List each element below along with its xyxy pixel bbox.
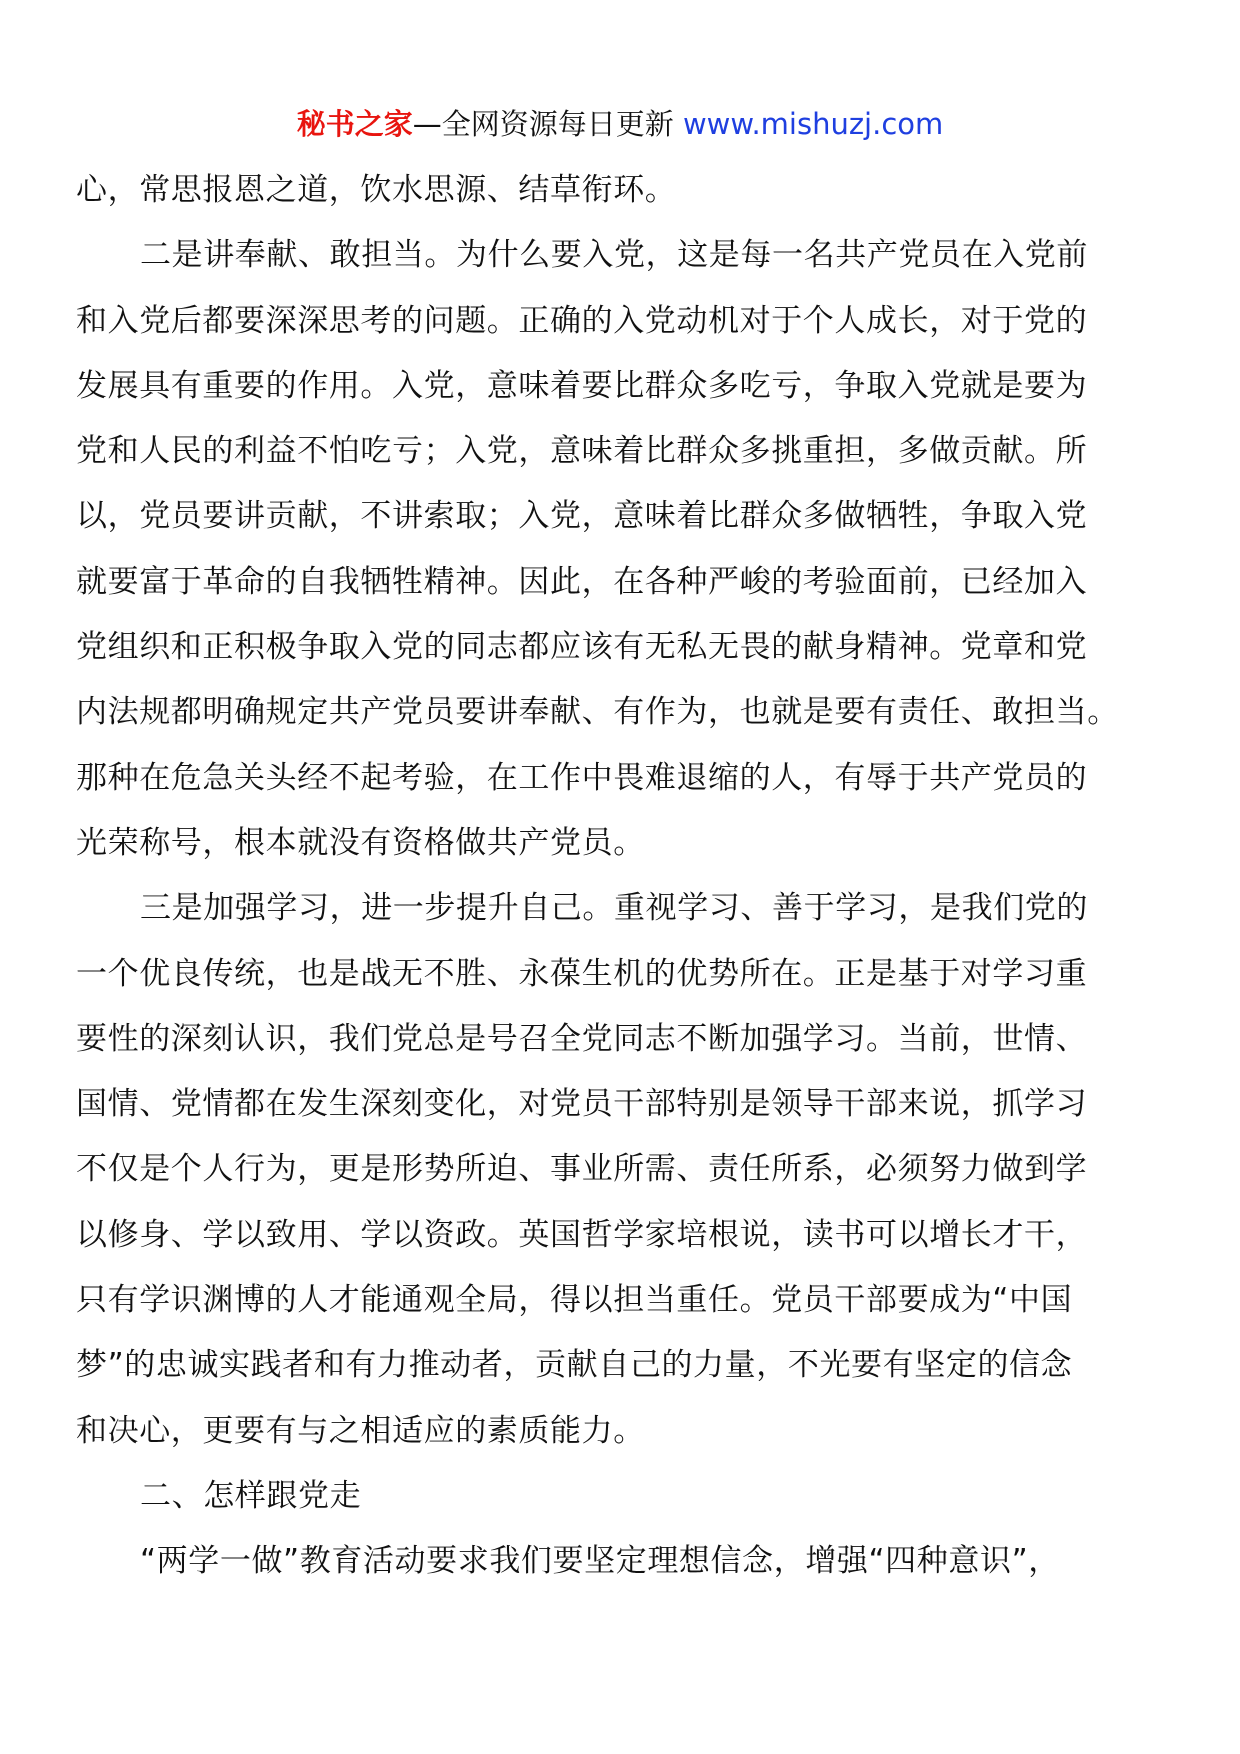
header-url-link[interactable]: www.mishuzj.com [682, 107, 944, 141]
paragraph-2-start: 二是讲奉献、敢担当。为什么要入党，这是每一名共产党员在入党前 [140, 237, 1088, 274]
text-line: 和入党后都要深深思考的问题。正确的入党动机对于个人成长，对于党的 [76, 302, 1088, 339]
text-line: 心，常思报恩之道，饮水思源、结草衔环。 [76, 172, 677, 208]
text-line: 就要富于革命的自我牺牲精神。因此，在各种严峻的考验面前，已经加入 [76, 563, 1088, 600]
paragraph-4-start: “两学一做”教育活动要求我们要坚定理想信念，增强“四种意识”， [140, 1543, 1060, 1580]
text-line: 一个优良传统，也是战无不胜、永葆生机的优势所在。正是基于对学习重 [76, 955, 1088, 992]
text-line: 党和人民的利益不怕吃亏；入党，意味着比群众多挑重担，多做贡献。所 [76, 433, 1088, 470]
text-line: 梦”的忠诚实践者和有力推动者，贡献自己的力量，不光要有坚定的信念 [76, 1347, 1073, 1384]
paragraph-3-start: 三是加强学习，进一步提升自己。重视学习、善于学习，是我们党的 [140, 890, 1088, 927]
header-tagline: —全网资源每日更新 [412, 107, 683, 141]
text-line: 光荣称号，根本就没有资格做共产党员。 [76, 824, 645, 861]
text-line: 发展具有重要的作用。入党，意味着要比群众多吃亏，争取入党就是要为 [76, 367, 1088, 404]
text-line: 那种在危急关头经不起考验，在工作中畏难退缩的人，有辱于共产党员的 [76, 759, 1088, 796]
text-line: 要性的深刻认识，我们党总是号召全党同志不断加强学习。当前，世情、 [76, 1020, 1088, 1057]
text-line: 党组织和正积极争取入党的同志都应该有无私无畏的献身精神。党章和党 [76, 629, 1088, 666]
document-body [76, 158, 1156, 1595]
text-line: 以修身、学以致用、学以资政。英国哲学家培根说，读书可以增长才干， [76, 1216, 1088, 1253]
section-heading: 二、怎样跟党走 [140, 1477, 362, 1514]
header-brand: 秘书之家 [296, 107, 413, 141]
text-line: 不仅是个人行为，更是形势所迫、事业所需、责任所系，必须努力做到学 [76, 1151, 1088, 1188]
page-header [0, 104, 1240, 144]
text-line: 和决心，更要有与之相适应的素质能力。 [76, 1412, 645, 1449]
text-line: 国情、党情都在发生深刻变化，对党员干部特别是领导干部来说，抓学习 [76, 1086, 1088, 1123]
text-line: 以，党员要讲贡献，不讲索取；入党，意味着比群众多做牺牲，争取入党 [76, 498, 1088, 535]
text-line: 只有学识渊博的人才能通观全局，得以担当重任。党员干部要成为“中国 [76, 1282, 1073, 1319]
text-line: 内法规都明确规定共产党员要讲奉献、有作为，也就是要有责任、敢担当。 [76, 694, 1119, 731]
